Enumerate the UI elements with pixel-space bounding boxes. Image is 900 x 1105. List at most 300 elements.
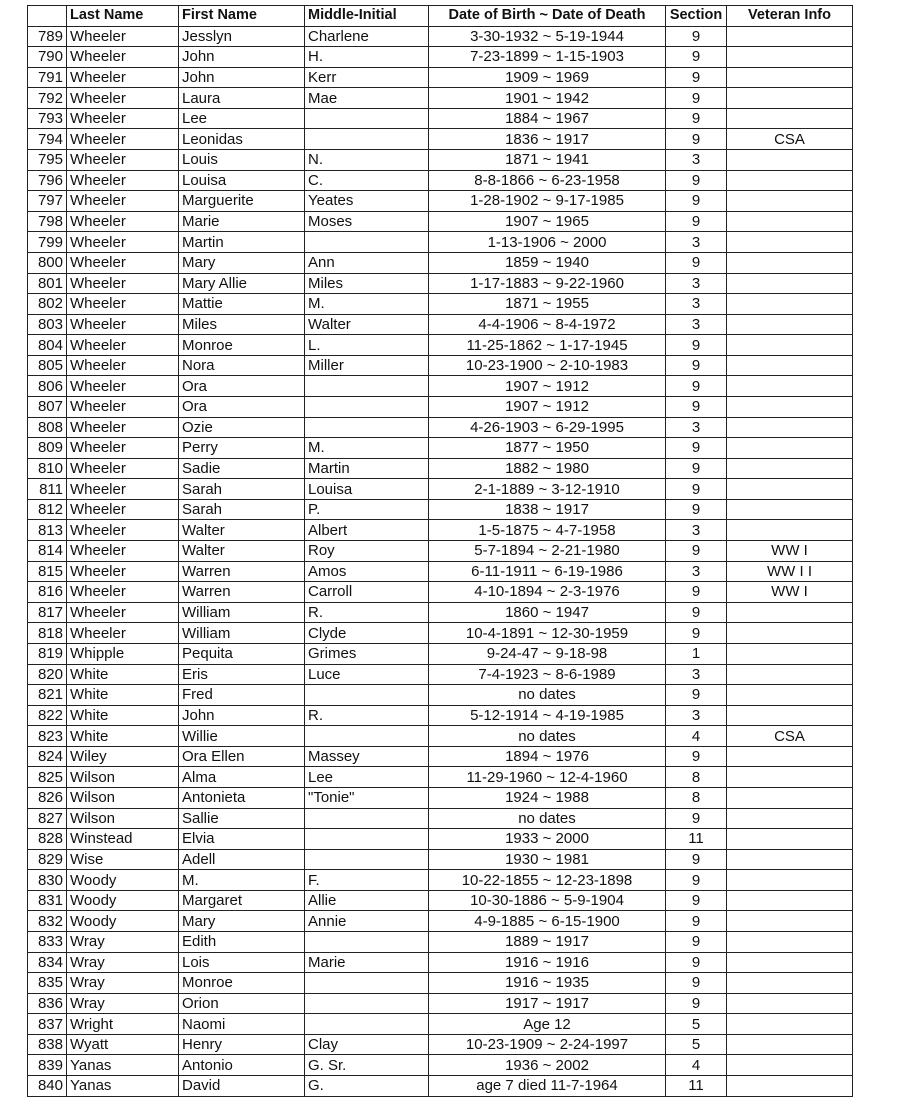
last-name-cell: Wray xyxy=(67,952,179,973)
table-row xyxy=(28,623,853,644)
dates-cell: 4-26-1903 ~ 6-29-1995 xyxy=(429,417,666,438)
section-cell: 3 xyxy=(666,417,727,438)
veteran-info-cell xyxy=(727,355,853,376)
middle-name-cell xyxy=(305,108,429,129)
middle-name-cell: N. xyxy=(305,150,429,171)
middle-name-cell: "Tonie" xyxy=(305,787,429,808)
last-name-cell: Wheeler xyxy=(67,108,179,129)
table-row xyxy=(28,664,853,685)
dates-cell: no dates xyxy=(429,726,666,747)
last-name-cell: Wheeler xyxy=(67,396,179,417)
first-name-cell: Sallie xyxy=(179,808,305,829)
first-name-cell: David xyxy=(179,1076,305,1097)
first-name-cell: Leonidas xyxy=(179,129,305,150)
middle-name-cell: G. Sr. xyxy=(305,1055,429,1076)
dates-cell: 5-7-1894 ~ 2-21-1980 xyxy=(429,541,666,562)
last-name-cell: Wheeler xyxy=(67,479,179,500)
table-row xyxy=(28,335,853,356)
dates-cell: no dates xyxy=(429,685,666,706)
last-name-cell: Wise xyxy=(67,849,179,870)
table-row xyxy=(28,808,853,829)
veteran-info-cell: WW I xyxy=(727,582,853,603)
middle-name-cell xyxy=(305,726,429,747)
row-number: 838 xyxy=(28,1034,67,1055)
last-name-cell: White xyxy=(67,726,179,747)
veteran-info-cell xyxy=(727,499,853,520)
last-name-cell: Wheeler xyxy=(67,191,179,212)
dates-cell: 1894 ~ 1976 xyxy=(429,746,666,767)
veteran-info-cell xyxy=(727,1034,853,1055)
middle-name-cell: Annie xyxy=(305,911,429,932)
last-name-cell: White xyxy=(67,685,179,706)
veteran-info-cell xyxy=(727,314,853,335)
veteran-info-cell xyxy=(727,808,853,829)
row-number: 818 xyxy=(28,623,67,644)
dates-cell: 1-17-1883 ~ 9-22-1960 xyxy=(429,273,666,294)
row-number: 836 xyxy=(28,993,67,1014)
row-number: 832 xyxy=(28,911,67,932)
veteran-info-cell xyxy=(727,890,853,911)
row-number: 828 xyxy=(28,829,67,850)
table-row xyxy=(28,170,853,191)
middle-name-cell: Albert xyxy=(305,520,429,541)
first-name-cell: Fred xyxy=(179,685,305,706)
last-name-cell: Wheeler xyxy=(67,623,179,644)
first-name-cell: Pequita xyxy=(179,643,305,664)
row-number: 797 xyxy=(28,191,67,212)
last-name-cell: Wheeler xyxy=(67,314,179,335)
dates-cell: 4-4-1906 ~ 8-4-1972 xyxy=(429,314,666,335)
section-cell: 9 xyxy=(666,376,727,397)
veteran-info-cell xyxy=(727,870,853,891)
row-number: 817 xyxy=(28,602,67,623)
veteran-info-cell xyxy=(727,335,853,356)
section-cell: 9 xyxy=(666,479,727,500)
section-cell: 9 xyxy=(666,973,727,994)
first-name-cell: Warren xyxy=(179,582,305,603)
veteran-info-cell xyxy=(727,376,853,397)
last-name-cell: Wheeler xyxy=(67,129,179,150)
middle-name-cell xyxy=(305,129,429,150)
last-name-cell: Wheeler xyxy=(67,376,179,397)
table-row xyxy=(28,541,853,562)
section-cell: 9 xyxy=(666,541,727,562)
dates-cell: 1838 ~ 1917 xyxy=(429,499,666,520)
table-row xyxy=(28,767,853,788)
section-cell: 3 xyxy=(666,232,727,253)
last-name-cell: Wiley xyxy=(67,746,179,767)
table-row xyxy=(28,108,853,129)
dates-cell: 1907 ~ 1965 xyxy=(429,211,666,232)
section-cell: 9 xyxy=(666,170,727,191)
section-cell: 9 xyxy=(666,438,727,459)
table-row xyxy=(28,88,853,109)
dates-cell: 4-9-1885 ~ 6-15-1900 xyxy=(429,911,666,932)
row-number: 821 xyxy=(28,685,67,706)
dates-cell: 1936 ~ 2002 xyxy=(429,1055,666,1076)
row-number: 833 xyxy=(28,932,67,953)
dates-cell: 1916 ~ 1935 xyxy=(429,973,666,994)
section-cell: 9 xyxy=(666,993,727,1014)
first-name-cell: Sarah xyxy=(179,499,305,520)
table-row xyxy=(28,294,853,315)
last-name-cell: Wheeler xyxy=(67,602,179,623)
middle-name-cell xyxy=(305,829,429,850)
last-name-cell: Wheeler xyxy=(67,417,179,438)
dates-cell: 1909 ~ 1969 xyxy=(429,67,666,88)
section-cell: 5 xyxy=(666,1014,727,1035)
last-name-cell: Wilson xyxy=(67,767,179,788)
last-name-cell: Wheeler xyxy=(67,252,179,273)
row-number: 834 xyxy=(28,952,67,973)
veteran-info-cell: WW I I xyxy=(727,561,853,582)
middle-name-cell xyxy=(305,993,429,1014)
middle-name-cell xyxy=(305,849,429,870)
middle-name-cell xyxy=(305,232,429,253)
section-cell: 3 xyxy=(666,150,727,171)
middle-name-cell: P. xyxy=(305,499,429,520)
last-name-cell: Wheeler xyxy=(67,541,179,562)
first-name-cell: Eris xyxy=(179,664,305,685)
veteran-info-cell xyxy=(727,787,853,808)
table-row xyxy=(28,890,853,911)
table-row xyxy=(28,499,853,520)
table-row xyxy=(28,870,853,891)
first-name-cell: Martin xyxy=(179,232,305,253)
veteran-info-cell xyxy=(727,623,853,644)
first-name-cell: Warren xyxy=(179,561,305,582)
first-name-cell: Monroe xyxy=(179,335,305,356)
first-name-cell: Walter xyxy=(179,520,305,541)
middle-name-cell: G. xyxy=(305,1076,429,1097)
dates-cell: 1916 ~ 1916 xyxy=(429,952,666,973)
section-cell: 3 xyxy=(666,705,727,726)
section-cell: 9 xyxy=(666,252,727,273)
section-cell: 9 xyxy=(666,211,727,232)
last-name-cell: Wheeler xyxy=(67,458,179,479)
row-number: 820 xyxy=(28,664,67,685)
dates-cell: 2-1-1889 ~ 3-12-1910 xyxy=(429,479,666,500)
first-name-cell: Mary xyxy=(179,252,305,273)
table-row xyxy=(28,273,853,294)
dates-cell: 1-28-1902 ~ 9-17-1985 xyxy=(429,191,666,212)
dates-cell: 1884 ~ 1967 xyxy=(429,108,666,129)
section-cell: 1 xyxy=(666,643,727,664)
dates-cell: 1860 ~ 1947 xyxy=(429,602,666,623)
middle-name-cell: F. xyxy=(305,870,429,891)
veteran-info-cell xyxy=(727,602,853,623)
middle-name-cell xyxy=(305,932,429,953)
veteran-info-cell xyxy=(727,170,853,191)
veteran-info-cell xyxy=(727,67,853,88)
veteran-info-cell xyxy=(727,520,853,541)
table-row xyxy=(28,479,853,500)
table-row xyxy=(28,1034,853,1055)
row-number: 793 xyxy=(28,108,67,129)
first-name-cell: Nora xyxy=(179,355,305,376)
middle-name-cell: Carroll xyxy=(305,582,429,603)
table-row xyxy=(28,1055,853,1076)
veteran-info-cell xyxy=(727,211,853,232)
row-number: 827 xyxy=(28,808,67,829)
row-number: 814 xyxy=(28,541,67,562)
section-cell: 8 xyxy=(666,787,727,808)
first-name-cell: Mary Allie xyxy=(179,273,305,294)
veteran-info-cell xyxy=(727,685,853,706)
middle-name-cell xyxy=(305,376,429,397)
first-name-cell: Antonieta xyxy=(179,787,305,808)
row-number: 810 xyxy=(28,458,67,479)
dates-cell: 7-23-1899 ~ 1-15-1903 xyxy=(429,47,666,68)
section-cell: 9 xyxy=(666,808,727,829)
column-header-first-name: First Name xyxy=(179,6,305,27)
section-cell: 9 xyxy=(666,932,727,953)
last-name-cell: Wheeler xyxy=(67,47,179,68)
first-name-cell: Mary xyxy=(179,911,305,932)
row-number: 798 xyxy=(28,211,67,232)
veteran-info-cell xyxy=(727,993,853,1014)
veteran-info-cell xyxy=(727,1076,853,1097)
veteran-info-cell xyxy=(727,150,853,171)
table-row xyxy=(28,685,853,706)
row-number: 795 xyxy=(28,150,67,171)
last-name-cell: Wheeler xyxy=(67,294,179,315)
burial-records-table xyxy=(27,5,853,1097)
first-name-cell: Ozie xyxy=(179,417,305,438)
veteran-info-cell xyxy=(727,746,853,767)
row-number: 839 xyxy=(28,1055,67,1076)
row-number: 807 xyxy=(28,396,67,417)
dates-cell: 1933 ~ 2000 xyxy=(429,829,666,850)
row-number: 831 xyxy=(28,890,67,911)
last-name-cell: Wright xyxy=(67,1014,179,1035)
first-name-cell: Orion xyxy=(179,993,305,1014)
middle-name-cell: Louisa xyxy=(305,479,429,500)
section-cell: 3 xyxy=(666,561,727,582)
table-row xyxy=(28,1076,853,1097)
middle-name-cell: Allie xyxy=(305,890,429,911)
veteran-info-cell xyxy=(727,767,853,788)
veteran-info-cell xyxy=(727,952,853,973)
veteran-info-cell xyxy=(727,458,853,479)
table-row xyxy=(28,355,853,376)
dates-cell: 9-24-47 ~ 9-18-98 xyxy=(429,643,666,664)
middle-name-cell xyxy=(305,417,429,438)
row-number: 796 xyxy=(28,170,67,191)
middle-name-cell: Grimes xyxy=(305,643,429,664)
section-cell: 3 xyxy=(666,664,727,685)
first-name-cell: Jesslyn xyxy=(179,26,305,47)
first-name-cell: John xyxy=(179,705,305,726)
table-row xyxy=(28,67,853,88)
row-number: 800 xyxy=(28,252,67,273)
middle-name-cell: Clay xyxy=(305,1034,429,1055)
table-row xyxy=(28,932,853,953)
veteran-info-cell xyxy=(727,911,853,932)
dates-cell: Age 12 xyxy=(429,1014,666,1035)
first-name-cell: Louisa xyxy=(179,170,305,191)
first-name-cell: Alma xyxy=(179,767,305,788)
middle-name-cell: M. xyxy=(305,294,429,315)
last-name-cell: Wray xyxy=(67,993,179,1014)
table-row xyxy=(28,849,853,870)
dates-cell: 1882 ~ 1980 xyxy=(429,458,666,479)
table-row xyxy=(28,376,853,397)
dates-cell: 1877 ~ 1950 xyxy=(429,438,666,459)
table-row xyxy=(28,232,853,253)
first-name-cell: Mattie xyxy=(179,294,305,315)
veteran-info-cell xyxy=(727,1014,853,1035)
section-cell: 9 xyxy=(666,602,727,623)
column-header-middle-initial: Middle-Initial xyxy=(305,6,429,27)
last-name-cell: Wheeler xyxy=(67,170,179,191)
first-name-cell: Ora Ellen xyxy=(179,746,305,767)
row-number: 819 xyxy=(28,643,67,664)
middle-name-cell: Moses xyxy=(305,211,429,232)
section-cell: 9 xyxy=(666,911,727,932)
middle-name-cell xyxy=(305,1014,429,1035)
last-name-cell: Wheeler xyxy=(67,150,179,171)
dates-cell: 10-30-1886 ~ 5-9-1904 xyxy=(429,890,666,911)
last-name-cell: Wray xyxy=(67,932,179,953)
veteran-info-cell xyxy=(727,1055,853,1076)
veteran-info-cell xyxy=(727,47,853,68)
middle-name-cell: Roy xyxy=(305,541,429,562)
middle-name-cell: H. xyxy=(305,47,429,68)
last-name-cell: Wheeler xyxy=(67,582,179,603)
first-name-cell: Margaret xyxy=(179,890,305,911)
header-row xyxy=(28,6,853,27)
section-cell: 4 xyxy=(666,726,727,747)
veteran-info-cell xyxy=(727,232,853,253)
section-cell: 9 xyxy=(666,396,727,417)
section-cell: 3 xyxy=(666,520,727,541)
last-name-cell: Wheeler xyxy=(67,88,179,109)
section-cell: 9 xyxy=(666,952,727,973)
first-name-cell: John xyxy=(179,47,305,68)
section-cell: 9 xyxy=(666,870,727,891)
table-row xyxy=(28,993,853,1014)
table-row xyxy=(28,458,853,479)
section-cell: 9 xyxy=(666,499,727,520)
row-number: 826 xyxy=(28,787,67,808)
first-name-cell: William xyxy=(179,623,305,644)
section-cell: 11 xyxy=(666,829,727,850)
middle-name-cell: Yeates xyxy=(305,191,429,212)
first-name-cell: Sadie xyxy=(179,458,305,479)
last-name-cell: Wheeler xyxy=(67,355,179,376)
table-row xyxy=(28,1014,853,1035)
section-cell: 9 xyxy=(666,582,727,603)
last-name-cell: Wheeler xyxy=(67,26,179,47)
last-name-cell: Wheeler xyxy=(67,499,179,520)
middle-name-cell: Kerr xyxy=(305,67,429,88)
row-number: 799 xyxy=(28,232,67,253)
last-name-cell: Yanas xyxy=(67,1055,179,1076)
veteran-info-cell xyxy=(727,396,853,417)
table-row xyxy=(28,211,853,232)
row-number: 792 xyxy=(28,88,67,109)
dates-cell: 4-10-1894 ~ 2-3-1976 xyxy=(429,582,666,603)
section-cell: 3 xyxy=(666,294,727,315)
section-cell: 9 xyxy=(666,890,727,911)
dates-cell: 11-25-1862 ~ 1-17-1945 xyxy=(429,335,666,356)
first-name-cell: Sarah xyxy=(179,479,305,500)
first-name-cell: William xyxy=(179,602,305,623)
first-name-cell: Willie xyxy=(179,726,305,747)
section-cell: 8 xyxy=(666,767,727,788)
first-name-cell: Lee xyxy=(179,108,305,129)
section-cell: 9 xyxy=(666,26,727,47)
row-number: 808 xyxy=(28,417,67,438)
table-row xyxy=(28,787,853,808)
first-name-cell: Elvia xyxy=(179,829,305,850)
dates-cell: 1930 ~ 1981 xyxy=(429,849,666,870)
table-row xyxy=(28,911,853,932)
first-name-cell: John xyxy=(179,67,305,88)
first-name-cell: Henry xyxy=(179,1034,305,1055)
middle-name-cell: Massey xyxy=(305,746,429,767)
middle-name-cell: C. xyxy=(305,170,429,191)
middle-name-cell: Walter xyxy=(305,314,429,335)
table-row xyxy=(28,973,853,994)
table-row xyxy=(28,829,853,850)
veteran-info-cell xyxy=(727,973,853,994)
last-name-cell: Wyatt xyxy=(67,1034,179,1055)
table-row xyxy=(28,252,853,273)
row-number: 805 xyxy=(28,355,67,376)
last-name-cell: Wilson xyxy=(67,808,179,829)
first-name-cell: Perry xyxy=(179,438,305,459)
section-cell: 5 xyxy=(666,1034,727,1055)
last-name-cell: Wheeler xyxy=(67,561,179,582)
table-row xyxy=(28,726,853,747)
dates-cell: 10-23-1900 ~ 2-10-1983 xyxy=(429,355,666,376)
section-cell: 9 xyxy=(666,108,727,129)
dates-cell: 10-22-1855 ~ 12-23-1898 xyxy=(429,870,666,891)
table-row xyxy=(28,746,853,767)
veteran-info-cell xyxy=(727,88,853,109)
dates-cell: no dates xyxy=(429,808,666,829)
veteran-info-cell xyxy=(727,252,853,273)
section-cell: 9 xyxy=(666,849,727,870)
row-number: 806 xyxy=(28,376,67,397)
dates-cell: 6-11-1911 ~ 6-19-1986 xyxy=(429,561,666,582)
veteran-info-cell xyxy=(727,664,853,685)
dates-cell: 1836 ~ 1917 xyxy=(429,129,666,150)
section-cell: 3 xyxy=(666,273,727,294)
row-number: 835 xyxy=(28,973,67,994)
veteran-info-cell: WW I xyxy=(727,541,853,562)
table-row xyxy=(28,582,853,603)
veteran-info-cell xyxy=(727,26,853,47)
first-name-cell: Marguerite xyxy=(179,191,305,212)
row-number: 801 xyxy=(28,273,67,294)
last-name-cell: Wheeler xyxy=(67,67,179,88)
middle-name-cell xyxy=(305,973,429,994)
veteran-info-cell xyxy=(727,479,853,500)
column-header-section: Section xyxy=(666,6,727,27)
first-name-cell: Marie xyxy=(179,211,305,232)
veteran-info-cell xyxy=(727,294,853,315)
row-number: 802 xyxy=(28,294,67,315)
last-name-cell: Woody xyxy=(67,911,179,932)
veteran-info-cell xyxy=(727,438,853,459)
column-header-veteran-info: Veteran Info xyxy=(727,6,853,27)
table-body xyxy=(28,26,853,1096)
middle-name-cell: R. xyxy=(305,602,429,623)
section-cell: 3 xyxy=(666,314,727,335)
